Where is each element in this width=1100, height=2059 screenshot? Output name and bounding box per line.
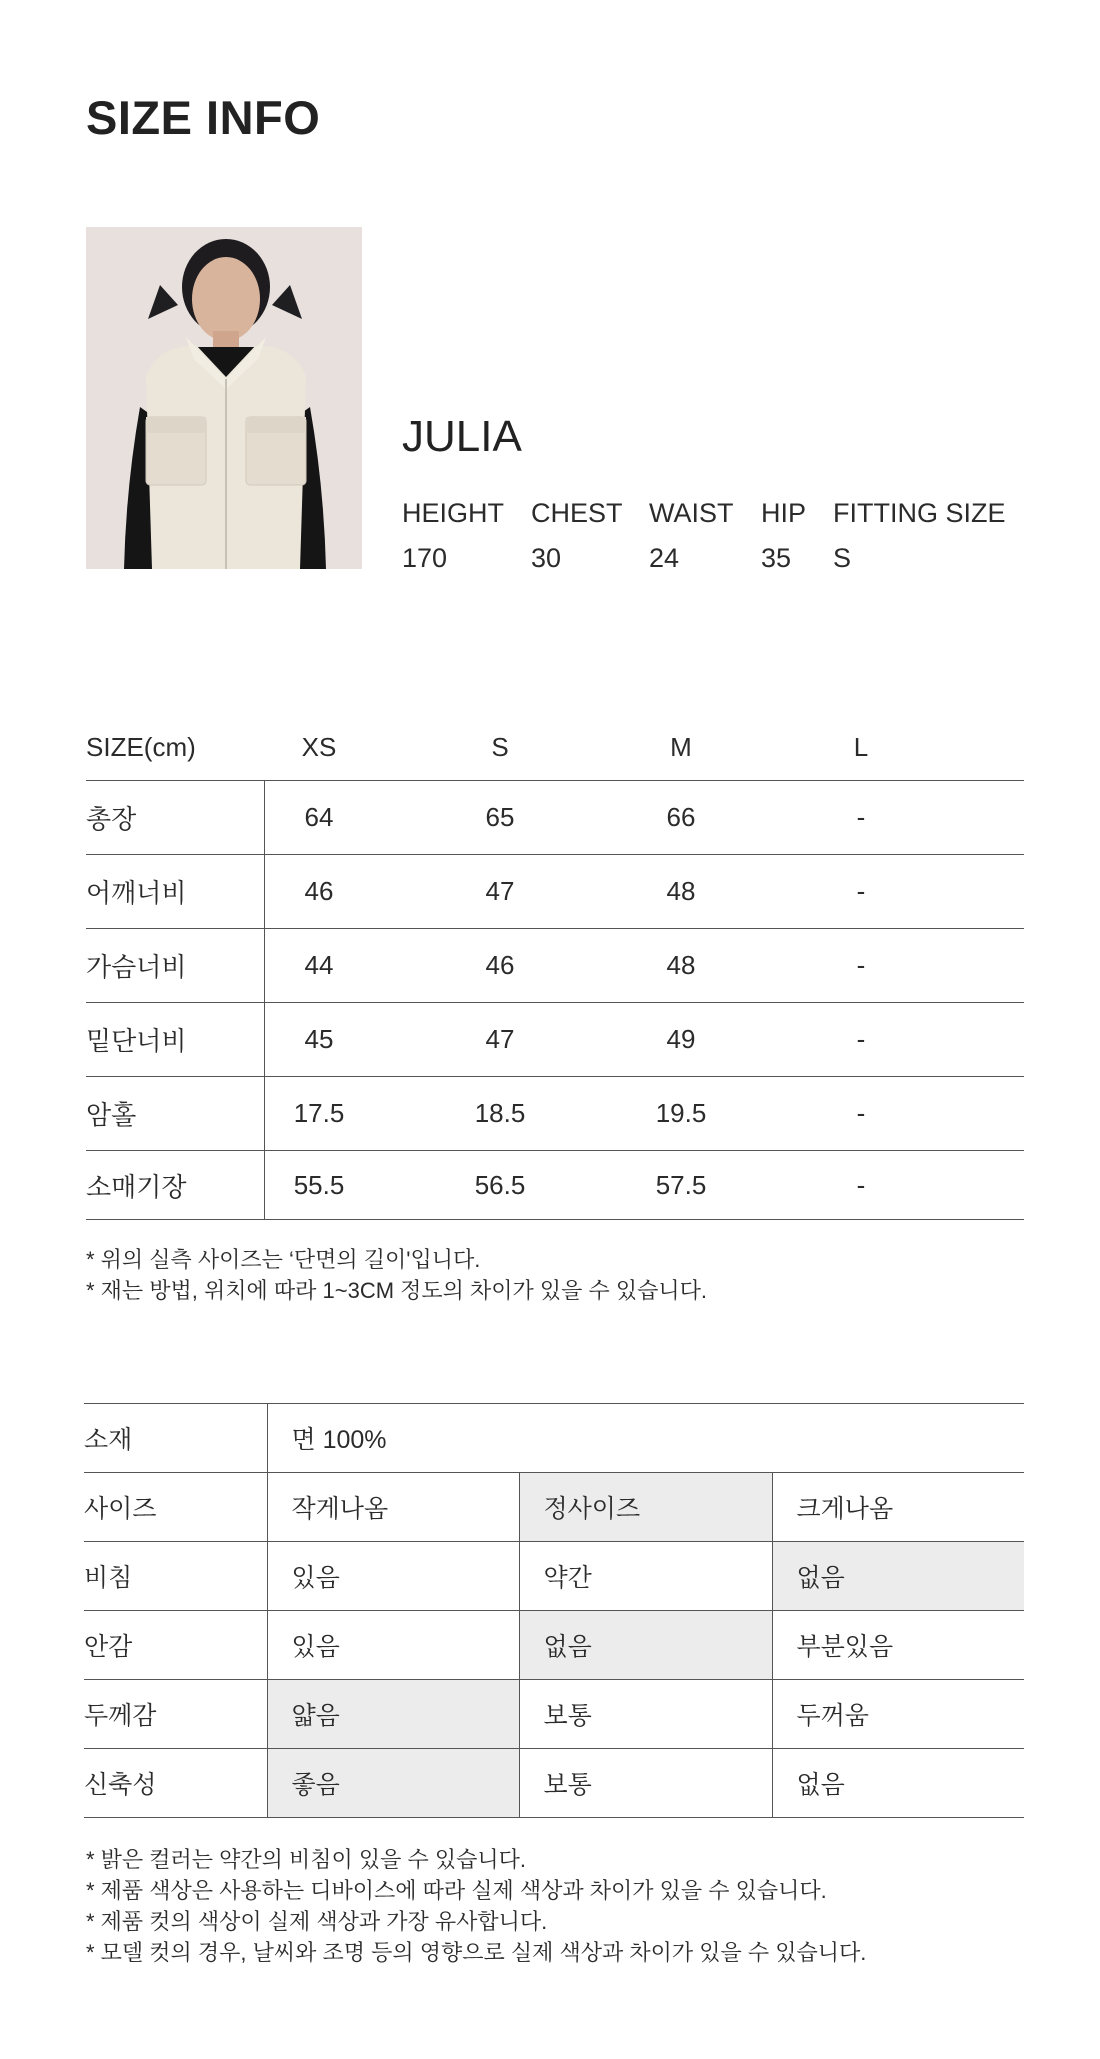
size-table bbox=[86, 715, 1024, 1220]
fabric-row-label: 비침 bbox=[84, 1542, 267, 1611]
fabric-option: 보통 bbox=[519, 1680, 772, 1749]
fabric-option: 있음 bbox=[267, 1542, 519, 1611]
fabric-option: 부분있음 bbox=[772, 1611, 1024, 1680]
fabric-option-selected: 없음 bbox=[772, 1542, 1024, 1611]
size-cell-s: 18.5 bbox=[474, 1098, 526, 1128]
fabric-note: * 밝은 컬러는 약간의 비침이 있을 수 있습니다. bbox=[86, 1847, 526, 1872]
fabric-option: 두꺼움 bbox=[772, 1680, 1024, 1749]
stat-value: 24 bbox=[649, 543, 680, 573]
fabric-option: 있음 bbox=[267, 1611, 519, 1680]
size-row-label: 소매기장 bbox=[86, 1151, 265, 1219]
fabric-option-selected: 얇음 bbox=[267, 1680, 519, 1749]
size-table-header bbox=[86, 715, 1024, 781]
fabric-option: 작게나옴 bbox=[267, 1473, 519, 1542]
fabric-note: * 제품 색상은 사용하는 디바이스에 따라 실제 색상과 차이가 있을 수 있습니다. bbox=[86, 1878, 827, 1903]
size-cell-s: 47 bbox=[485, 876, 515, 906]
fabric-row-label: 신축성 bbox=[84, 1749, 267, 1818]
size-header-xs: XS bbox=[301, 732, 337, 762]
size-cell-l: - bbox=[856, 1169, 866, 1200]
size-row-sleeve bbox=[86, 1151, 1024, 1220]
fabric-row-label: 사이즈 bbox=[84, 1473, 267, 1542]
size-cell-m: 48 bbox=[666, 950, 696, 980]
stat-label: CHEST bbox=[531, 498, 623, 528]
size-cell-l: - bbox=[856, 950, 866, 980]
fabric-row-label: 두께감 bbox=[84, 1680, 267, 1749]
size-cell-xs: 64 bbox=[304, 802, 334, 832]
size-row-chest bbox=[86, 929, 1024, 1003]
fabric-row-thickness bbox=[84, 1680, 1024, 1749]
size-note: * 위의 실측 사이즈는 ‘단면의 길이'입니다. bbox=[86, 1247, 481, 1272]
size-row-label: 암홀 bbox=[86, 1077, 265, 1150]
stat-value: 35 bbox=[761, 543, 792, 573]
fabric-row-material bbox=[84, 1404, 1024, 1473]
size-row-label: 어깨너비 bbox=[86, 855, 265, 928]
size-row-label: 총장 bbox=[86, 781, 265, 854]
stat-label: WAIST bbox=[649, 498, 734, 528]
size-cell-l: - bbox=[856, 1024, 866, 1054]
size-row-shoulder bbox=[86, 855, 1024, 929]
model-illustration bbox=[86, 227, 362, 569]
size-cell-m: 19.5 bbox=[655, 1098, 707, 1128]
fabric-option-selected: 좋음 bbox=[267, 1749, 519, 1818]
size-cell-s: 65 bbox=[485, 802, 515, 832]
fabric-note: * 제품 컷의 색상이 실제 색상과 가장 유사합니다. bbox=[86, 1909, 548, 1934]
size-header-label: SIZE(cm) bbox=[86, 732, 196, 762]
fabric-row-label: 소재 bbox=[84, 1404, 267, 1473]
size-cell-xs: 17.5 bbox=[293, 1098, 345, 1128]
size-cell-xs: 44 bbox=[304, 950, 334, 980]
size-header-m: M bbox=[670, 732, 692, 762]
model-photo bbox=[86, 227, 362, 569]
size-cell-m: 49 bbox=[666, 1024, 696, 1054]
stat-value: 30 bbox=[531, 543, 562, 573]
fabric-row-sheerness bbox=[84, 1542, 1024, 1611]
size-row-hem bbox=[86, 1003, 1024, 1077]
size-cell-s: 56.5 bbox=[474, 1169, 526, 1200]
size-cell-xs: 55.5 bbox=[293, 1169, 345, 1200]
size-header-l: L bbox=[853, 732, 869, 762]
size-cell-l: - bbox=[856, 802, 866, 832]
size-row-length bbox=[86, 781, 1024, 855]
fabric-material-value: 면 100% bbox=[267, 1404, 1024, 1473]
size-cell-m: 66 bbox=[666, 802, 696, 832]
stat-label: HEIGHT bbox=[402, 498, 505, 528]
size-header-s: S bbox=[491, 732, 509, 762]
model-stat-waist bbox=[649, 498, 734, 574]
model-stat-chest bbox=[531, 498, 623, 574]
model-name: JULIA bbox=[402, 412, 522, 461]
size-cell-l: - bbox=[856, 876, 866, 906]
size-notes bbox=[86, 1244, 707, 1306]
fabric-option: 약간 bbox=[519, 1542, 772, 1611]
size-cell-s: 46 bbox=[485, 950, 515, 980]
fabric-option: 보통 bbox=[519, 1749, 772, 1818]
fabric-option: 없음 bbox=[772, 1749, 1024, 1818]
size-cell-xs: 46 bbox=[304, 876, 334, 906]
size-cell-m: 57.5 bbox=[655, 1169, 707, 1200]
size-row-label: 가슴너비 bbox=[86, 929, 265, 1002]
stat-value: 170 bbox=[402, 543, 448, 573]
fabric-row-lining bbox=[84, 1611, 1024, 1680]
size-row-label: 밑단너비 bbox=[86, 1003, 265, 1076]
model-stat-height bbox=[402, 498, 504, 574]
stat-label: FITTING SIZE bbox=[833, 498, 1006, 528]
fabric-option-selected: 정사이즈 bbox=[519, 1473, 772, 1542]
fabric-row-stretch bbox=[84, 1749, 1024, 1818]
stat-value: S bbox=[833, 543, 852, 573]
fabric-notes bbox=[86, 1844, 866, 1968]
model-stat-fitting-size bbox=[833, 498, 1006, 574]
fabric-option-selected: 없음 bbox=[519, 1611, 772, 1680]
fabric-table bbox=[84, 1403, 1024, 1818]
model-stat-hip bbox=[761, 498, 806, 574]
size-cell-l: - bbox=[856, 1098, 866, 1128]
size-cell-s: 47 bbox=[485, 1024, 515, 1054]
fabric-row-label: 안감 bbox=[84, 1611, 267, 1680]
page-title: SIZE INFO bbox=[86, 91, 321, 144]
size-cell-xs: 45 bbox=[304, 1024, 334, 1054]
size-note: * 재는 방법, 위치에 따라 1~3CM 정도의 차이가 있을 수 있습니다. bbox=[86, 1278, 707, 1303]
fabric-option: 크게나옴 bbox=[772, 1473, 1024, 1542]
stat-label: HIP bbox=[761, 498, 807, 528]
fabric-note: * 모델 컷의 경우, 날씨와 조명 등의 영향으로 실제 색상과 차이가 있을 수 있습니다. bbox=[86, 1940, 867, 1965]
fabric-row-size bbox=[84, 1473, 1024, 1542]
size-row-armhole bbox=[86, 1077, 1024, 1151]
size-cell-m: 48 bbox=[666, 876, 696, 906]
